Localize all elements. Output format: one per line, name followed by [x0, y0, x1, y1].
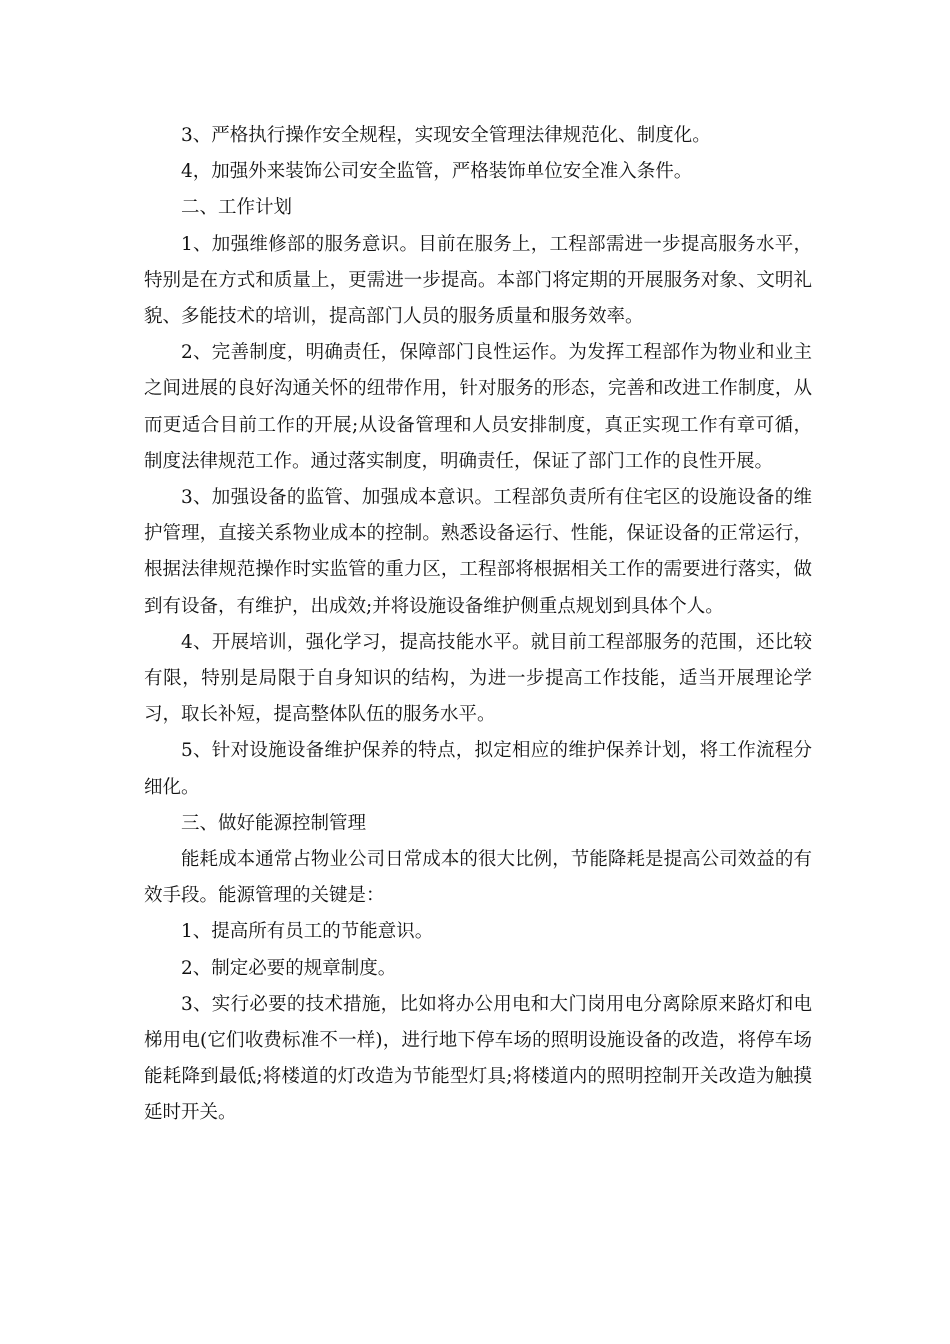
- paragraph-maintenance-plan: 5、针对设施设备维护保养的特点，拟定相应的维护保养计划，将工作流程分细化。: [144, 740, 812, 798]
- paragraph-safety-rules: 3、严格执行操作安全规程，实现安全管理法律规范化、制度化。: [181, 125, 711, 146]
- paragraph-improve-system: 2、完善制度，明确责任，保障部门良性运作。为发挥工程部作为物业和业主之间进展的良好沟通关怀的纽带作用，针对服务的形态，完善和改进工作制度，从而更适合目前工作的开展;从设备管理和人员安排制度，真正实现工作有章可循，制度法律规范工作。通过落实制度，明确责任，保证了部门工作的良性开展。: [144, 342, 812, 472]
- paragraph-regulations: 2、制定必要的规章制度。: [181, 957, 397, 979]
- paragraph-energy-cost: 能耗成本通常占物业公司日常成本的很大比例，节能降耗是提高公司效益的有效手段。能源管理的关键是：: [144, 849, 812, 907]
- section-heading-work-plan: 二、工作计划: [181, 197, 293, 219]
- paragraph-equipment-supervision: 3、加强设备的监管、加强成本意识。工程部负责所有住宅区的设施设备的维护管理，直接关系物业成本的控制。熟悉设备运行、性能，保证设备的正常运行，根据法律规范操作时实监管的重力区，工程部将根据相关工作的需要进行落实，做到有设备，有维护，出成效;并将设施设备维护侧重点规划到具体个人。: [144, 487, 812, 617]
- paragraph-technical-measures: 3、实行必要的技术措施，比如将办公用电和大门岗用电分离除原来路灯和电梯用电(它们收费标准不一样)，进行地下停车场的照明设施设备的改造，将停车场能耗降到最低;将楼道的灯改造为节能型灯具;将楼道内的照明控制开关改造为触摸延时开关。: [144, 993, 812, 1124]
- paragraph-service-awareness: 1、加强维修部的服务意识。目前在服务上，工程部需进一步提高服务水平，特别是在方式和质量上，更需进一步提高。本部门将定期的开展服务对象、文明礼貌、多能技术的培训，提高部门人员的服务质量和服务效率。: [144, 233, 812, 328]
- paragraph-training: 4、开展培训，强化学习，提高技能水平。就目前工程部服务的范围，还比较有限，特别是局限于自身知识的结构，为进一步提高工作技能，适当开展理论学习，取长补短，提高整体队伍的服务水平。: [144, 631, 812, 726]
- paragraph-decoration-supervision: 4，加强外来装饰公司安全监管，严格装饰单位安全准入条件。: [181, 161, 693, 183]
- section-heading-energy-control: 三、做好能源控制管理: [181, 812, 367, 834]
- paragraph-energy-awareness: 1、提高所有员工的节能意识。: [181, 921, 434, 943]
- document-page: [144, 118, 812, 1132]
